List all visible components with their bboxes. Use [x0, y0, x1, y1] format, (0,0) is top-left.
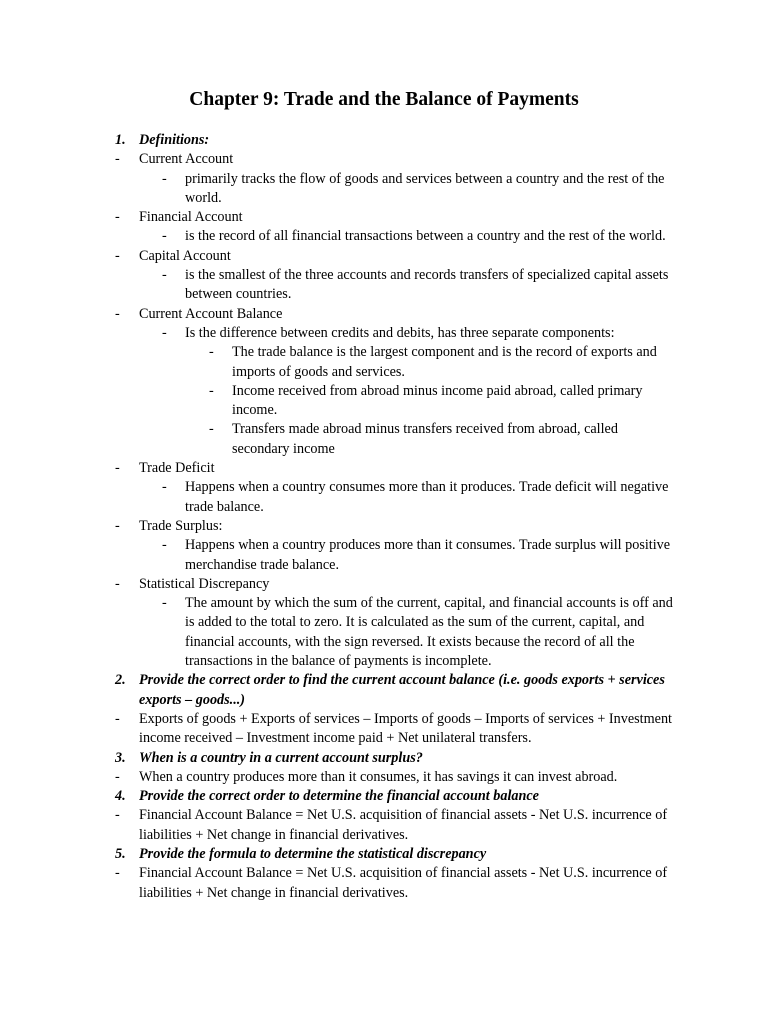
definition-text: is the smallest of the three accounts and records transfers of specialized capital assets between countries.	[185, 267, 669, 303]
component-text: The trade balance is the largest component and is the record of exports and imports of goods and services.	[232, 344, 657, 380]
question-4	[115, 787, 675, 806]
answer-2	[115, 710, 675, 749]
bullet-dash: -	[115, 460, 120, 477]
answer-text: When a country produces more than it consumes, it has savings it can invest abroad.	[139, 768, 618, 785]
bullet-dash: -	[115, 517, 120, 534]
bullet-dash: -	[115, 247, 120, 264]
bullet-dash: -	[162, 170, 167, 187]
bullet-dash: -	[162, 324, 167, 341]
bullet-dash: -	[209, 344, 214, 361]
definition-current-account	[115, 170, 675, 209]
question-3	[115, 749, 675, 768]
document-body	[115, 131, 675, 903]
answer-text: Exports of goods + Exports of services – Imports of goods – Imports of services + Investment income received – Investment income paid + Net unilateral transfers.	[139, 710, 672, 747]
term-current-account	[115, 150, 675, 169]
definition-statistical-discrepancy	[115, 594, 675, 671]
question-number: 5.	[115, 845, 126, 862]
term-current-account-balance	[115, 305, 675, 324]
section-number: 1.	[115, 132, 126, 148]
term-statistical-discrepancy	[115, 575, 675, 594]
term-text: Capital Account	[139, 247, 231, 264]
definition-trade-surplus	[115, 536, 675, 575]
question-number: 4.	[115, 788, 126, 805]
question-text: When is a country in a current account surplus?	[139, 749, 423, 766]
bullet-dash: -	[162, 595, 167, 612]
definition-text: Happens when a country produces more than it consumes. Trade surplus will positive merchandise trade balance.	[185, 537, 671, 573]
answer-3	[115, 768, 675, 787]
section-1-heading	[115, 131, 675, 150]
answer-text: Financial Account Balance = Net U.S. acquisition of financial assets - Net U.S. incurrence of liabilities + Net change in financial derivatives.	[139, 865, 668, 901]
component-item	[115, 420, 675, 459]
bullet-dash: -	[115, 575, 120, 592]
bullet-dash: -	[115, 209, 120, 226]
definition-text: The amount by which the sum of the current, capital, and financial accounts is off and is added to the total to zero. It is calculated as the sum of the current, capital, and financial accounts, with the sign reversed. It exists because the record of all the transactions in the balance of payments is incomplete.	[185, 595, 673, 670]
bullet-dash: -	[209, 421, 214, 438]
term-trade-surplus	[115, 517, 675, 536]
definition-financial-account	[115, 227, 675, 246]
definition-capital-account	[115, 266, 675, 305]
question-5	[115, 845, 675, 864]
term-trade-deficit	[115, 459, 675, 478]
component-item	[115, 343, 675, 382]
question-text: Provide the correct order to find the current account balance (i.e. goods exports + services exports – goods...)	[139, 672, 665, 708]
term-text: Financial Account	[139, 209, 243, 226]
definition-trade-deficit	[115, 478, 675, 517]
bullet-dash: -	[162, 537, 167, 554]
definition-text: Happens when a country consumes more than it produces. Trade deficit will negative trade balance.	[185, 479, 669, 515]
term-text: Current Account	[139, 151, 234, 168]
bullet-dash: -	[162, 267, 167, 284]
bullet-dash: -	[115, 710, 120, 727]
section-heading-text: Definitions:	[139, 132, 210, 148]
term-financial-account	[115, 208, 675, 227]
question-text: Provide the formula to determine the statistical discrepancy	[139, 845, 487, 862]
term-capital-account	[115, 247, 675, 266]
question-number: 2.	[115, 672, 126, 689]
answer-text: Financial Account Balance = Net U.S. acquisition of financial assets - Net U.S. incurrence of liabilities + Net change in financial derivatives.	[139, 807, 668, 843]
bullet-dash: -	[115, 865, 120, 882]
term-text: Trade Deficit	[139, 460, 215, 477]
definition-text: is the record of all financial transactions between a country and the rest of the world.	[185, 228, 666, 245]
component-text: Income received from abroad minus income paid abroad, called primary income.	[232, 382, 643, 419]
question-2	[115, 671, 675, 710]
page-title: Chapter 9: Trade and the Balance of Payments	[189, 89, 579, 110]
bullet-dash: -	[115, 807, 120, 824]
definition-current-account-balance	[115, 324, 675, 343]
term-text: Statistical Discrepancy	[139, 575, 270, 592]
bullet-dash: -	[115, 768, 120, 785]
definition-text: primarily tracks the flow of goods and services between a country and the rest of the world.	[185, 170, 665, 206]
term-text: Trade Surplus:	[139, 517, 223, 534]
bullet-dash: -	[162, 228, 167, 245]
bullet-dash: -	[209, 382, 214, 399]
answer-4	[115, 806, 675, 845]
bullet-dash: -	[115, 305, 120, 322]
definition-text: Is the difference between credits and debits, has three separate components:	[185, 324, 615, 341]
question-number: 3.	[115, 749, 126, 766]
component-text: Transfers made abroad minus transfers received from abroad, called secondary income	[232, 421, 618, 457]
term-text: Current Account Balance	[139, 305, 283, 322]
bullet-dash: -	[115, 151, 120, 168]
question-text: Provide the correct order to determine the financial account balance	[139, 788, 539, 805]
component-item	[115, 382, 675, 421]
answer-5	[115, 864, 675, 903]
bullet-dash: -	[162, 479, 167, 496]
